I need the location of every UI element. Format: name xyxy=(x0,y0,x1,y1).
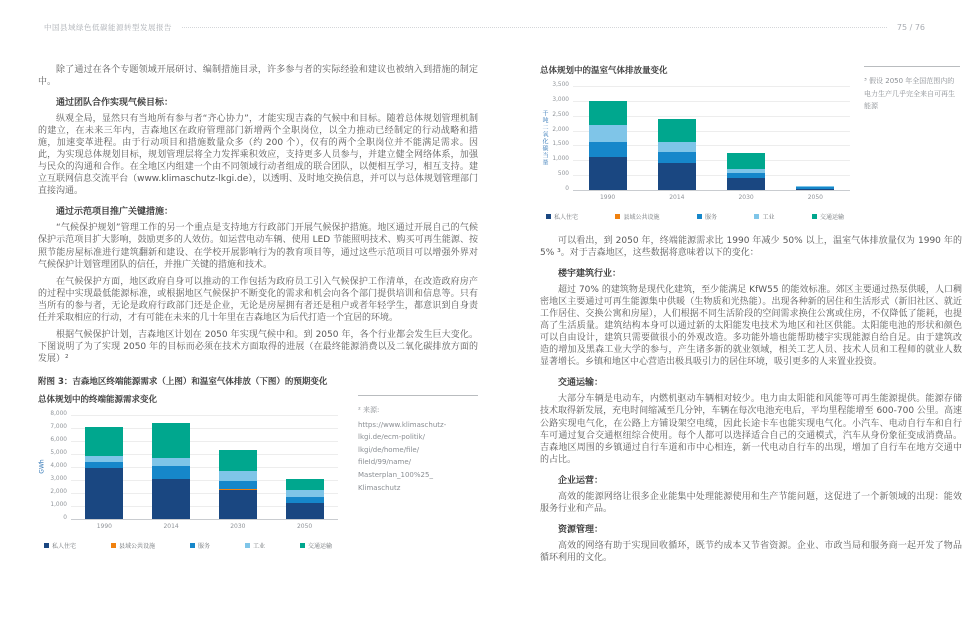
legend-item xyxy=(812,212,844,221)
bar-slot xyxy=(644,86,710,201)
x-tick-label: 2050 xyxy=(296,522,313,530)
paragraph-business: 高效的能源网络让很多企业能集中处理能源使用和生产节能问题，这促进了一个新领域的出现：能效服务行业和产品。 xyxy=(540,491,962,514)
bar-segment xyxy=(152,423,190,458)
bar-segment xyxy=(589,125,627,143)
legend-swatch xyxy=(615,214,620,219)
bar-slot xyxy=(713,86,779,201)
paragraph-plan-2050: 根据气候保护计划，吉森地区计划在 2050 年实现气候中和。到 2050 年，各个行业都会发生巨大变化。下图说明了为了实现 2050 年的目标而必须在技术方面取得的进展（在最终能源消费以及二氧化碳排放方面的发展）² xyxy=(38,329,478,364)
bar-segment xyxy=(219,450,257,471)
header-dotted-rule xyxy=(182,27,887,28)
plot-area xyxy=(71,415,338,530)
right-page xyxy=(540,64,962,569)
legend-label: 县域公共设施 xyxy=(118,542,155,550)
footnote-url-line: Klimaschutz xyxy=(358,483,401,492)
stacked-bar-2030 xyxy=(727,153,765,190)
footnote-assumption: ³ 假设 2050 年全国范围内的电力生产几乎完全来自可再生能源 xyxy=(864,66,960,113)
gridline xyxy=(71,519,338,520)
legend-item xyxy=(615,212,659,221)
stacked-bar-2014 xyxy=(658,119,696,190)
footnote-url-line: lkgi/de/home/file/ xyxy=(358,445,420,454)
footnote-url-line: lkgi.de/ecm-politik/ xyxy=(358,433,425,442)
y-tick-label: 0 xyxy=(565,186,569,192)
bar-segment xyxy=(727,153,765,169)
ghg-emissions-chart xyxy=(540,64,850,221)
chart-legend xyxy=(38,541,338,550)
paragraph-transport: 大部分车辆是电动车，内燃机驱动车辆相对较少。电力由太阳能和风能等可再生能源提供。能源存储技术取得新发展，充电时间缩减至几分钟，车辆在每次电池充电后，平均里程能增至 600-700 公里。高速公路实现电气化，在公路上方铺设架空电缆，因此长途卡车也能实现电气化。小汽车、电动自行车和自行车可通过复合交通枢纽综合使用。每个人都可以选择适合自己的交通模式，汽车从身份象征变成消费品。吉森地区周围的乡镇通过自行车道和市中心相连，新一代电动自行车的出现，增加了自行车在地方交通中的占比。 xyxy=(540,394,962,465)
heading-teamwork: 通过团队合作实现气候目标： xyxy=(56,98,174,109)
footnote-source-url xyxy=(358,419,478,495)
bar-segment xyxy=(589,157,627,190)
stacked-bar-1990 xyxy=(589,101,627,190)
stacked-bar-2050 xyxy=(286,479,324,519)
paragraph-building-sector: 超过 70% 的建筑物是现代化建筑，至少能满足 KfW55 的能效标准。郊区主要通过热泵供暖，人口稠密地区主要通过可再生能源集中供暖（生物质和光热能）。出现各种新的居住和生活形式（新旧社区、就近工作居住、交换公寓和房屋），人们根据不同生活阶段的空间需求换住公寓或住房，不仅降低了能耗，也提高了生活质量。建筑结构本身可以通过新的太阳能发电技术为地区和社区供能。太阳能电池的形状和颜色可以自由设计，建筑只需要做很小的外观改造。多功能外墙也能帮助楼宇实现能源自给自足。由于建筑改造的增加及黑森工业大学的参与，产生诸多新的就业领域，相关工艺人员、技术人员和工程师的就业人数显著增长。乡镇和地区中心营造出极具吸引力的居住环境，吸引更多的人来置业投资。 xyxy=(540,285,962,368)
y-tick-label: 6,000 xyxy=(50,436,67,443)
bar-segment xyxy=(219,471,257,481)
legend-item xyxy=(300,541,332,550)
legend-label: 交通运输 xyxy=(307,542,332,550)
bar-slot xyxy=(574,86,640,201)
y-axis-label: 千吨二氧化碳当量 xyxy=(541,110,548,166)
legend-label: 工业 xyxy=(252,542,265,550)
energy-demand-chart xyxy=(38,393,338,550)
y-tick-label: 7,000 xyxy=(50,423,67,430)
paragraph-demo-2: 在气候保护方面，地区政府自身可以推动的工作包括为政府员工引入气候保护工作清单，在改造政府房产的过程中实现最低能源标准，或根据地区气候保护不断变化的需求和机会向各个部门提供培训和信息等。只有当所有的参与者，无论是政府行政部门还是企业，无论是房屋拥有者还是租户或者年轻学生，都意识到自身责任并采取相应的行动，才有可能在未来的几十年里在吉森地区为后代打造一个宜居的环境。 xyxy=(38,276,478,323)
bar-segment xyxy=(589,101,627,125)
y-axis xyxy=(47,410,71,521)
bar-slot xyxy=(273,415,337,530)
stacked-bar-2014 xyxy=(152,423,190,519)
paragraph-resource: 高效的网络有助于实现回收循环，既节约成本又节省资源。企业、市政当局和服务商一起开发了物品循环利用的文化。 xyxy=(540,540,962,563)
bar-slot xyxy=(206,415,270,530)
paragraph-teamwork: 纵观全局，显然只有当地所有参与者“齐心协力”，才能实现吉森的气候中和目标。随着总体规划管理机制的建立，在未来三年内，吉森地区在政府管理部门新增两个全职岗位，以全力推动已经制定的行动战略和措施，加速变革进程。由于行动项目和措施数量众多（约 200 个），仅有的两个全职岗位并不能满足需求。因此，为实现总体规划目标，规划管理层将全力发挥乘积效应，支持更多人员参与，并建立健全网络体系，加强与民众的沟通和合作。在全地区内组建一个由不同领域行动者组成的联合团队，以便相互学习，相互支持。建立互联网信息交流平台（www.klimaschutz-lkgi.de），以透明、及时地交换信息，并可以与总体规划管理部门直接沟通。 xyxy=(38,114,478,197)
legend-label: 县域公共设施 xyxy=(623,214,660,221)
y-tick-label: 500 xyxy=(557,171,569,178)
y-tick-label: 2,000 xyxy=(552,126,569,133)
legend-item xyxy=(245,541,265,550)
legend-label: 私人住宅 xyxy=(52,542,77,550)
bar-segment xyxy=(152,479,190,519)
y-tick-label: 1,000 xyxy=(552,156,569,163)
footnote-source xyxy=(358,395,478,494)
legend-swatch xyxy=(245,543,250,548)
x-tick-label: 1990 xyxy=(599,194,616,201)
x-tick-label: 2014 xyxy=(669,194,685,201)
y-tick-label: 1,500 xyxy=(552,141,569,148)
bar-segment xyxy=(85,427,123,457)
y-tick-label: 2,500 xyxy=(552,111,569,118)
legend-item xyxy=(754,212,774,221)
bar-segment xyxy=(286,490,324,497)
legend-swatch xyxy=(111,543,116,548)
x-tick-label: 2030 xyxy=(738,194,754,201)
bar-segment xyxy=(152,458,190,466)
y-tick-label: 8,000 xyxy=(50,410,67,417)
legend-swatch xyxy=(546,214,551,219)
bar-segment xyxy=(796,189,834,190)
gridline xyxy=(573,190,850,191)
legend-swatch xyxy=(44,543,49,548)
bar-segment xyxy=(152,466,190,479)
running-header xyxy=(44,22,925,33)
bar-segment xyxy=(658,142,696,152)
legend-label: 交通运输 xyxy=(819,214,844,221)
bar-segment xyxy=(286,503,324,519)
chart-area xyxy=(38,410,338,530)
bar-segment xyxy=(219,481,257,489)
legend-item xyxy=(697,212,717,221)
x-tick-label: 2014 xyxy=(163,522,179,530)
bar-segment xyxy=(658,119,696,143)
legend-item xyxy=(546,212,578,221)
chart-legend xyxy=(540,212,850,221)
legend-label: 服务 xyxy=(197,542,210,550)
y-tick-label: 4,000 xyxy=(50,462,67,469)
bar-segment xyxy=(727,178,765,190)
y-axis xyxy=(549,82,573,192)
legend-swatch xyxy=(754,214,759,219)
legend-item xyxy=(44,541,76,550)
y-tick-label: 2,000 xyxy=(50,488,67,495)
legend-swatch xyxy=(697,214,702,219)
paragraph-intro: 除了通过在各个专题领域开展研讨、编制措施目录，许多参与者的实际经验和建议也被纳入到措施的制定中。 xyxy=(38,65,478,88)
y-tick-label: 3,000 xyxy=(552,96,569,103)
heading-building-sector: 楼宇建筑行业： xyxy=(558,269,622,280)
report-title: 中国县域绿色低碳能源转型发展报告 xyxy=(44,23,172,32)
bar-segment xyxy=(85,468,123,519)
x-tick-label: 1990 xyxy=(96,522,112,530)
footnote-url-line: fileId/99/name/ xyxy=(358,458,412,467)
paragraph-outlook: 可以看出，到 2050 年，终端能源需求比 1990 年减少 50% 以上，温室气体排放量仅为 1990 年的 5% ³。对于吉森地区，这些数据将意味着以下的变化： xyxy=(540,236,962,259)
y-tick-label: 5,000 xyxy=(50,449,67,456)
energy-figure-row xyxy=(38,393,478,550)
paragraph-demo-1: “气候保护规划”管理工作的另一个重点是支持地方行政部门开展气候保护措施。地区通过开展自己的气候保护示范项目扩大影响，鼓励更多的人效仿。如运营电动车辆、使用 LED 节能照明技术、购买可再生能源、按照节能房屋标准进行建筑翻新和建设、在学校开展影响行为的教育项目等，通过这些示范项目可以增强外界对气候保护计划管理团队的信任，并推广关键的措施和技术。 xyxy=(38,223,478,270)
y-tick-label: 3,500 xyxy=(552,82,569,88)
y-tick-label: 1,000 xyxy=(50,501,67,508)
page-number: 75 / 76 xyxy=(896,23,925,32)
left-page xyxy=(38,64,478,550)
y-tick-label: 3,000 xyxy=(50,475,67,482)
y-axis-label: GWh xyxy=(39,459,47,475)
ghg-figure-row xyxy=(540,64,962,221)
stacked-bar-1990 xyxy=(85,427,123,519)
heading-resource: 资源管理： xyxy=(558,524,604,535)
bar-segment xyxy=(658,163,696,190)
legend-label: 工业 xyxy=(762,214,775,221)
legend-label: 私人住宅 xyxy=(554,214,579,221)
legend-swatch xyxy=(812,214,817,219)
bar-slot xyxy=(139,415,203,530)
heading-business: 企业运营： xyxy=(558,475,604,486)
legend-item xyxy=(190,541,210,550)
legend-item xyxy=(111,541,155,550)
footnote-url-line: https://www.klimaschutz- xyxy=(358,420,447,429)
bar-segment xyxy=(219,490,257,519)
chart-title: 总体规划中的温室气体排放量变化 xyxy=(540,66,668,76)
legend-swatch xyxy=(300,543,305,548)
legend-swatch xyxy=(190,543,195,548)
heading-transport: 交通运输： xyxy=(558,378,604,389)
y-tick-label: 0 xyxy=(63,514,67,521)
x-tick-label: 2030 xyxy=(230,522,246,530)
legend-label: 服务 xyxy=(704,214,717,221)
footnote-url-line: Masterplan_100%25_ xyxy=(358,470,433,479)
figure-caption: 附图 3：吉森地区终端能源需求（上图）和温室气体排放（下图）的预期变化 xyxy=(38,376,328,387)
bar-slot xyxy=(782,86,848,201)
stacked-bar-2030 xyxy=(219,450,257,519)
plot-area xyxy=(573,86,850,201)
bar-segment xyxy=(589,142,627,156)
x-tick-label: 2050 xyxy=(807,194,824,201)
heading-demo-projects: 通过示范项目推广关键措施： xyxy=(56,207,174,218)
chart-area xyxy=(540,82,850,201)
bar-segment xyxy=(658,152,696,163)
chart-title: 总体规划中的终端能源需求变化 xyxy=(38,394,158,405)
bar-slot xyxy=(72,415,136,530)
footnote-source-label: ² 来源: xyxy=(358,405,380,414)
bar-segment xyxy=(286,479,324,490)
stacked-bar-2050 xyxy=(796,186,834,190)
